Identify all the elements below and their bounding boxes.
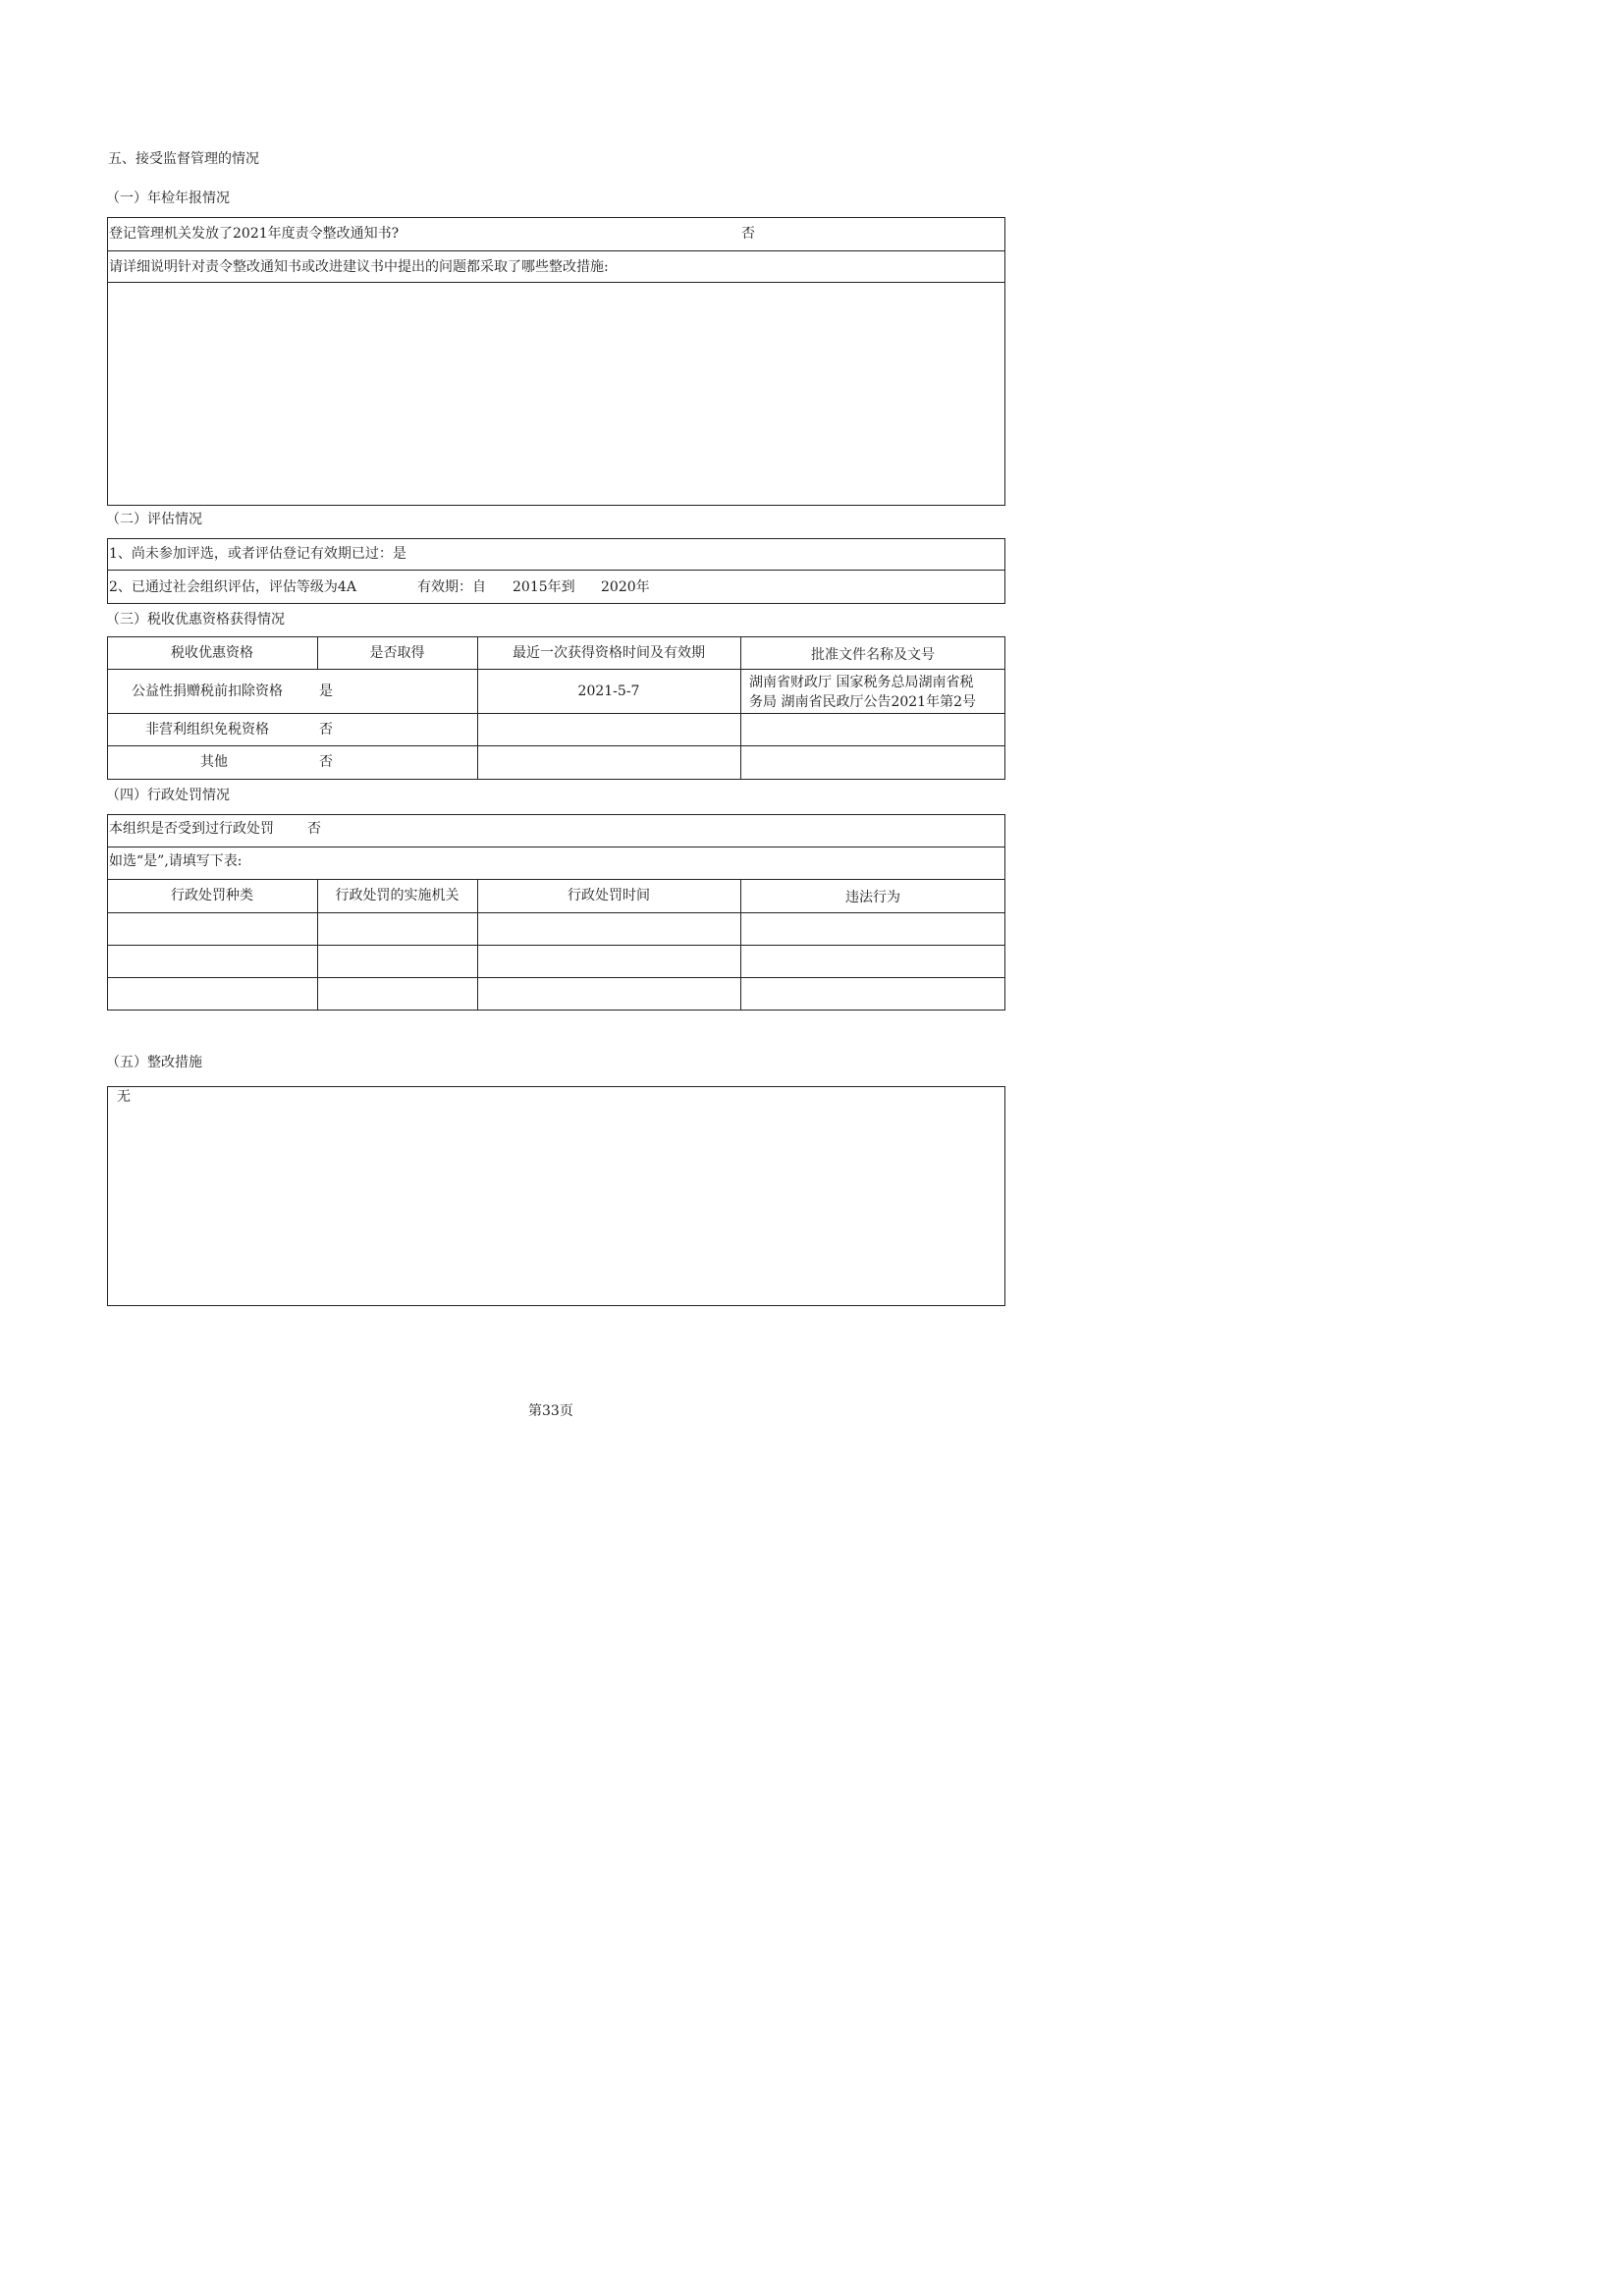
s1-divider-1 [107,250,1005,251]
s3-row1-name: 公益性捐赠税前扣除资格 [132,683,283,699]
s4-title: （四）行政处罚情况 [106,788,230,803]
s3-header-qualification: 税收优惠资格 [171,645,253,661]
s4-divider-3 [107,912,1005,913]
s2-title: （二）评估情况 [106,512,202,527]
s4-divider-5 [107,977,1005,978]
s2-row1: 1、尚未参加评选，或者评估登记有效期已过：是 [109,546,406,562]
s3-header-time: 最近一次获得资格时间及有效期 [513,645,705,661]
s1-title: （一）年检年报情况 [106,191,230,206]
s2-divider [107,570,1005,571]
s4-divider-2 [107,879,1005,880]
s4-header-time: 行政处罚时间 [568,888,650,903]
s3-row1-doc-line2: 务局 湖南省民政厅公告2021年第2号 [749,694,976,710]
s3-title: （三）税收优惠资格获得情况 [106,612,285,628]
s1-q1-answer: 否 [741,226,755,242]
s3-row1-obtained: 是 [319,683,333,699]
s3-row1-time: 2021-5-7 [577,683,640,699]
s4-divider-4 [107,945,1005,946]
s4-header-type: 行政处罚种类 [171,888,253,903]
s4-header-authority: 行政处罚的实施机关 [335,888,460,903]
page-number: 第33页 [528,1403,573,1419]
s4-q1-answer: 否 [307,821,321,837]
s3-row2-name: 非营利组织免税资格 [145,722,269,738]
s2-row2-to: 2020年 [601,579,650,595]
s5-title: （五）整改措施 [106,1055,202,1070]
s3-row2-obtained: 否 [319,722,333,738]
s3-header-document: 批准文件名称及文号 [811,647,935,663]
s2-row2-from: 2015年到 [513,579,575,595]
s3-row3-name: 其他 [200,754,228,770]
s3-row3-obtained: 否 [319,754,333,770]
s3-divider-3 [107,745,1005,746]
s3-row1-doc-line1: 湖南省财政厅 国家税务总局湖南省税 [749,675,974,690]
section-title: 五、接受监督管理的情况 [108,151,259,167]
s2-row2-valid-label: 有效期：自 [417,579,486,595]
s5-content: 无 [117,1089,131,1105]
s4-header-violation: 违法行为 [845,890,900,905]
s1-divider-2 [107,282,1005,283]
s4-note: 如选“是”,请填写下表: [109,853,243,869]
s4-q1: 本组织是否受到过行政处罚 [109,821,274,837]
s5-box [107,1086,1005,1306]
s3-divider-2 [107,713,1005,714]
s3-divider-1 [107,669,1005,670]
s2-row2-prefix: 2、已通过社会组织评估，评估等级为4A [109,579,356,595]
s1-q2: 请详细说明针对责令整改通知书或改进建议书中提出的问题都采取了哪些整改措施: [109,259,609,275]
s1-q1: 登记管理机关发放了2021年度责令整改通知书? [109,226,400,242]
s3-header-obtained: 是否取得 [369,645,425,661]
